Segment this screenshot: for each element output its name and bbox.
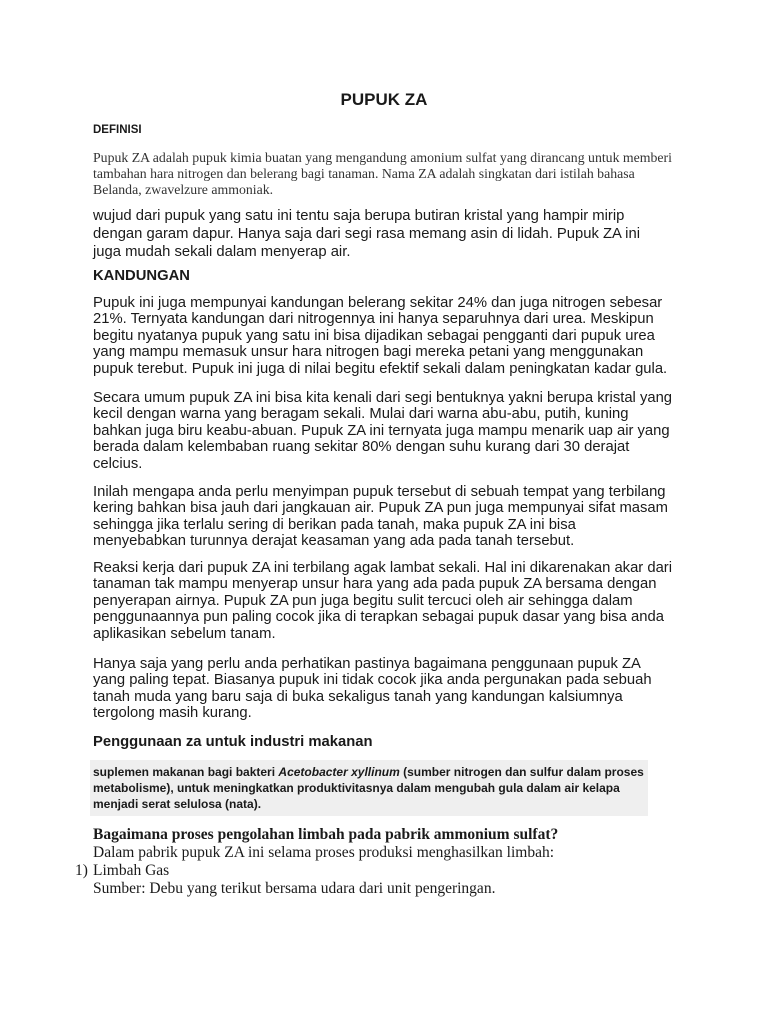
paragraph-line: Belanda, zwavelzure ammoniak. <box>93 182 274 197</box>
paragraph-line: Pupuk ZA adalah pupuk kimia buatan yang mengandung amonium sulfat yang dirancang untuk memberi <box>93 150 672 165</box>
limbah-question: Bagaimana proses pengolahan limbah pada pabrik ammonium sulfat? <box>93 826 559 843</box>
highlighted-paragraph <box>90 760 648 816</box>
paragraph-line: pupuk terebut. Pupuk ini juga di nilai begitu efektif sekali dalam peningkatan kadar gula. <box>93 360 668 377</box>
paragraph-line: aplikasikan sebelum tanam. <box>93 625 276 642</box>
paragraph-line: Secara umum pupuk ZA ini bisa kita kenali dari segi bentuknya yakni berupa kristal yang <box>93 390 673 406</box>
list-item-label: Limbah Gas <box>93 862 170 879</box>
kandungan-paragraph-1 <box>93 295 667 377</box>
paragraph-line: kering bahkan bisa jauh dari jangkauan air. Pupuk ZA pun juga mempunyai sifat masam <box>93 500 668 517</box>
paragraph-line: wujud dari pupuk yang satu ini tentu saja berupa butiran kristal yang hampir mirip <box>93 208 625 224</box>
highlight-text: suplemen makanan bagi bakteri <box>93 765 279 779</box>
paragraph-line: tergolong masih kurang. <box>93 705 252 722</box>
paragraph-line: sehingga jika terlalu sering di berikan pada tanah, maka pupuk ZA ini bisa <box>93 516 576 533</box>
paragraph-line: juga mudah sekali dalam menyerap air. <box>93 244 351 260</box>
highlight-line: metabolisme), untuk meningkatkan produktivitasnya dalam mengubah gula dalam air kelapa <box>93 781 620 795</box>
limbah-section <box>75 826 559 898</box>
paragraph-line: Inilah mengapa anda perlu menyimpan pupuk tersebut di sebuah tempat yang terbilang <box>93 484 666 500</box>
paragraph-line: berada dalam kelembaban ruang sekitar 80% dengan suhu kurang dari 30 derajat <box>93 439 630 456</box>
paragraph-line: penyerapan airnya. Pupuk ZA pun juga begitu sulit tercuci oleh air sehingga dalam <box>93 592 633 609</box>
definisi-paragraph <box>93 150 672 198</box>
paragraph-line: menyebabkan turunnya derajat keasaman yang ada pada tanah tersebut. <box>93 533 575 550</box>
highlight-text: (sumber nitrogen dan sulfur dalam proses <box>399 765 644 779</box>
paragraph-line: yang mampu memasuk unsur hara nitrogen bagi mereka petani yang menggunakan <box>93 344 644 361</box>
paragraph-line: penggunaannya pun paling cocok jika di terapkan sebagai pupuk dasar yang bisa anda <box>93 609 664 626</box>
paragraph-line: celcius. <box>93 455 143 472</box>
paragraph-line: Hanya saja yang perlu anda perhatikan pastinya bagaimana penggunaan pupuk ZA <box>93 656 641 672</box>
highlight-line: menjadi serat selulosa (nata). <box>93 797 262 811</box>
paragraph-line: yang paling tepat. Biasanya pupuk ini tidak cocok jika anda pergunakan pada sebuah <box>93 672 652 689</box>
wujud-paragraph <box>93 207 640 261</box>
kandungan-paragraph-5 <box>93 656 652 722</box>
species-name: Acetobacter xyllinum <box>278 765 400 779</box>
paragraph-line: begitu nyatanya pupuk yang satu ini bisa dijadikan sebagai pengganti dari pupuk urea <box>93 327 655 344</box>
definisi-heading: DEFINISI <box>93 124 142 136</box>
paragraph-line: 21%. Ternyata kandungan dari nitrogennya ini hanya separuhnya dari urea. Meskipun <box>93 311 654 328</box>
limbah-intro: Dalam pabrik pupuk ZA ini selama proses produksi menghasilkan limbah: <box>93 844 555 861</box>
paragraph-line: bahkan juga biru keabu-abuan. Pupuk ZA ini ternyata juga mampu menarik uap air yang <box>93 422 670 439</box>
paragraph-line: tanaman tak mampu menyerap unsur hara yang ada pada pupuk ZA bersama dengan <box>93 576 657 593</box>
paragraph-line: kecil dengan warna yang beragam sekali. Mulai dari warna abu-abu, putih, kuning <box>93 406 629 423</box>
industri-heading: Penggunaan za untuk industri makanan <box>93 734 373 750</box>
paragraph-line: tanah muda yang baru saja di buka sekaligus tanah yang kandungan kalsiumnya <box>93 688 623 705</box>
page-title: PUPUK ZA <box>340 90 428 109</box>
paragraph-line: dengan garam dapur. Hanya saja dari segi rasa memang asin di lidah. Pupuk ZA ini <box>93 226 640 242</box>
list-marker: 1) <box>75 862 88 879</box>
limbah-sumber: Sumber: Debu yang terikut bersama udara dari unit pengeringan. <box>93 880 496 897</box>
paragraph-line: Pupuk ini juga mempunyai kandungan belerang sekitar 24% dan juga nitrogen sebesar <box>93 295 663 311</box>
paragraph-line: tambahan hara nitrogen dan belerang bagi tanaman. Nama ZA adalah singkatan dari istilah bahasa <box>93 166 635 181</box>
kandungan-heading: KANDUNGAN <box>93 268 190 284</box>
kandungan-paragraph-2 <box>93 390 672 472</box>
paragraph-line: Reaksi kerja dari pupuk ZA ini terbilang agak lambat sekali. Hal ini dikarenakan akar dari <box>93 560 673 576</box>
highlight-line <box>93 764 648 780</box>
kandungan-paragraph-3 <box>93 484 668 550</box>
list-item <box>75 862 558 880</box>
kandungan-paragraph-4 <box>93 560 672 642</box>
